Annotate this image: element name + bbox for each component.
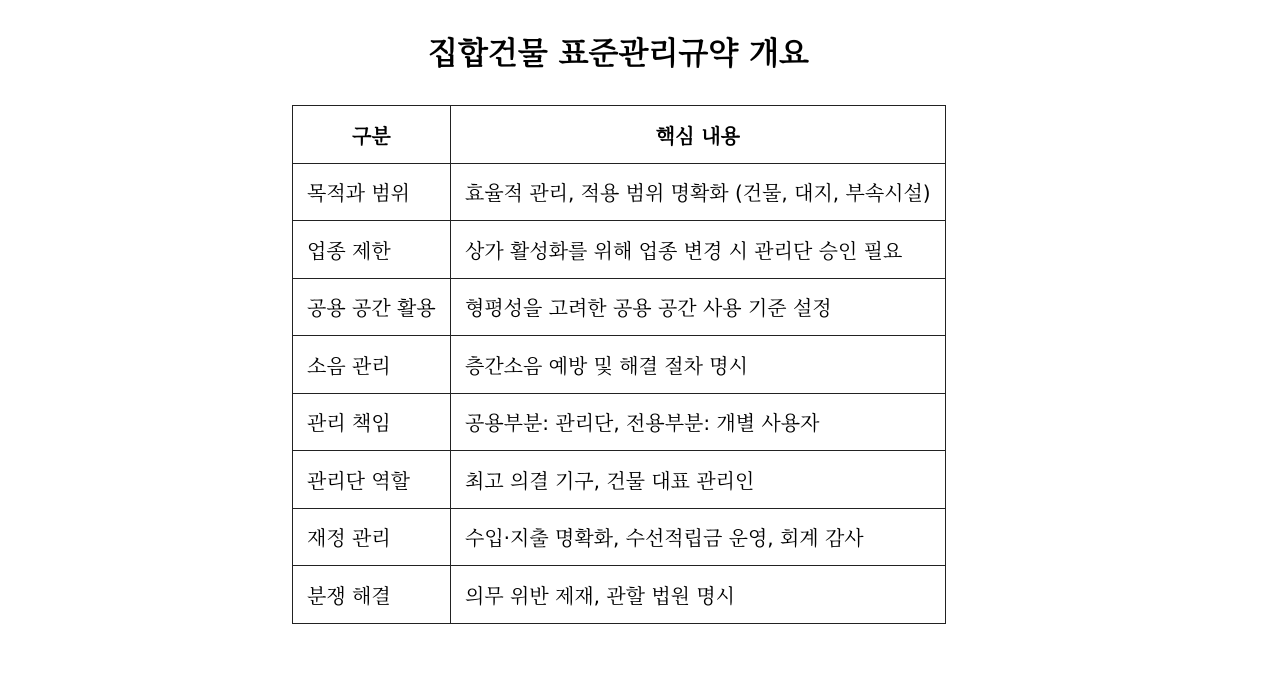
row-content: 효율적 관리, 적용 범위 명확화 (건물, 대지, 부속시설) [451, 163, 946, 221]
table-row [293, 221, 946, 279]
table-row [293, 163, 946, 221]
row-content: 상가 활성화를 위해 업종 변경 시 관리단 승인 필요 [451, 221, 946, 279]
page-title: 집합건물 표준관리규약 개요 [428, 36, 809, 72]
table-row [293, 451, 946, 509]
row-content: 공용부분: 관리단, 전용부분: 개별 사용자 [451, 393, 946, 451]
table-row [293, 393, 946, 451]
row-category: 공용 공간 활용 [293, 278, 451, 336]
table-row [293, 336, 946, 394]
summary-table [292, 105, 946, 624]
row-content: 수입·지출 명확화, 수선적립금 운영, 회계 감사 [451, 508, 946, 566]
table-header-row [293, 106, 946, 164]
row-category: 재정 관리 [293, 508, 451, 566]
table-row [293, 278, 946, 336]
row-category: 관리단 역할 [293, 451, 451, 509]
row-category: 목적과 범위 [293, 163, 451, 221]
row-content: 최고 의결 기구, 건물 대표 관리인 [451, 451, 946, 509]
header-category: 구분 [293, 106, 451, 164]
row-category: 소음 관리 [293, 336, 451, 394]
table-row [293, 508, 946, 566]
row-content: 층간소음 예방 및 해결 절차 명시 [451, 336, 946, 394]
row-category: 분쟁 해결 [293, 566, 451, 624]
table-row [293, 566, 946, 624]
row-content: 형평성을 고려한 공용 공간 사용 기준 설정 [451, 278, 946, 336]
header-content: 핵심 내용 [451, 106, 946, 164]
row-category: 업종 제한 [293, 221, 451, 279]
row-category: 관리 책임 [293, 393, 451, 451]
row-content: 의무 위반 제재, 관할 법원 명시 [451, 566, 946, 624]
